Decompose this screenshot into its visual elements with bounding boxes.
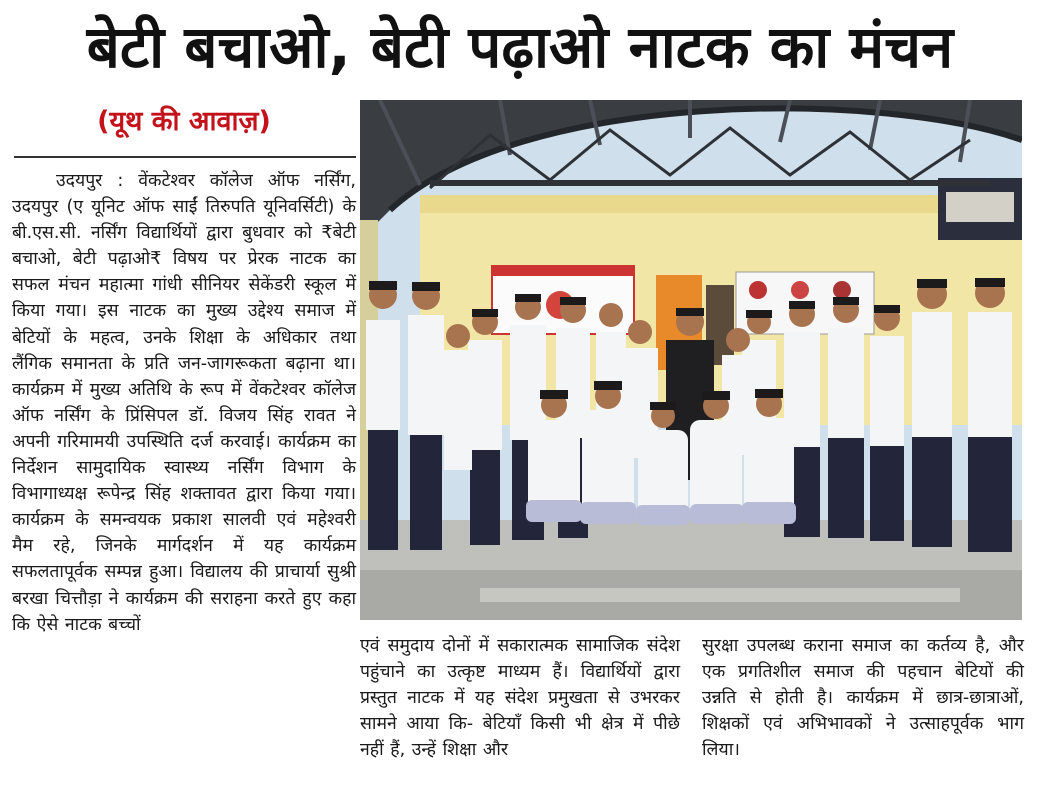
byline: (यूथ की आवाज़) (97, 106, 271, 137)
article-text-column-2: एवं समुदाय दोनों में सकारात्मक सामाजिक संदेश पहुंचाने का उत्कृष्ट माध्यम हैं। विद्यार्थियों द्वारा प्रस्तुत नाटक में यह संदेश प्रमुखता से उभरकर सामने आया कि- बेटियाँ किसी भी क्षेत्र में पीछे नहीं हैं, उन्हें शिक्षा और (360, 636, 680, 761)
article-column-3 (702, 633, 1024, 789)
article-text-column-3: सुरक्षा उपलब्ध कराना समाज का कर्तव्य है, और एक प्रगतिशील समाज की पहचान बेटियों की उन्नति से होती है। कार्यक्रम में छात्र-छात्राओं, शिक्षकों एवं अभिभावकों ने उत्साहपूर्वक भाग लिया। (702, 636, 1024, 761)
article-column-1 (12, 168, 356, 788)
article-column-2 (360, 633, 680, 789)
article-text-column-1: उदयपुर : वेंकटेश्वर कॉलेज ऑफ नर्सिंग, उदयपुर (ए यूनिट ऑफ साईं तिरुपति यूनिवर्सिटी) के बी.एस.सी. नर्सिंग विद्यार्थियों द्वारा बुधवार को ₹बेटी बचाओ, बेटी पढ़ाओ₹ विषय पर प्रेरक नाटक का सफल मंचन महात्मा गांधी सीनियर सेकेंडरी स्कूल में किया गया। इस नाटक का मुख्य उद्देश्य समाज में बेटियों के महत्व, उनके शिक्षा के अधिकार तथा लैंगिक समानता के प्रति जन-जागरूकता बढ़ाना था। कार्यक्रम में मुख्य अतिथि के रूप में वेंकटेश्वर कॉलेज ऑफ नर्सिंग के प्रिंसिपल डॉ. विजय सिंह रावत ने अपनी गरिमामयी उपस्थिति दर्ज करवाई। कार्यक्रम का निर्देशन सामुदायिक स्वास्थ्य नर्सिंग विभाग के विभागाध्यक्ष रूपेन्द्र सिंह शक्तावत द्वारा किया गया। कार्यक्रम के समन्वयक प्रकाश सालवी एवं महेश्वरी मैम रहे, जिनके मार्गदर्शन में यह कार्यक्रम सफलतापूर्वक सम्पन्न हुआ। विद्यालय की प्राचार्या सुश्री बरखा चित्तौड़ा ने कार्यक्रम की सराहना करते हुए कहा कि ऐसे नाटक बच्चों (12, 171, 356, 635)
byline-rule (14, 156, 356, 158)
headline: बेटी बचाओ, बेटी पढ़ाओ नाटक का मंचन (86, 13, 954, 81)
article-photo (360, 100, 1022, 620)
